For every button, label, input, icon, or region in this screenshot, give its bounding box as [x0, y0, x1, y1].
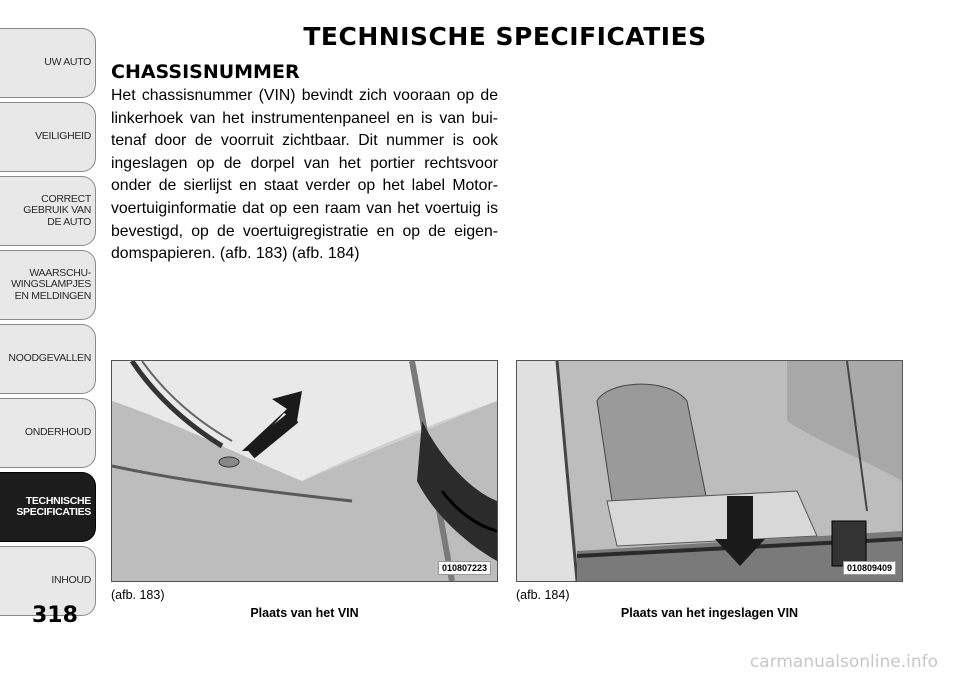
tab-label: ONDERHOUD — [24, 426, 91, 439]
tab-onderhoud[interactable] — [0, 398, 96, 468]
tab-noodgevallen[interactable] — [0, 324, 96, 394]
image-code: 010809409 — [843, 561, 896, 575]
figure-door-sill-vin — [516, 360, 903, 582]
tab-label: VEILIGHEID — [35, 130, 91, 143]
down-arrow-icon — [727, 496, 753, 541]
body-paragraph: Het chassisnummer (VIN) bevindt zich vooraan op de linkerhoek van het instrumentenpaneel en is van bui-tenaf door de voorruit zichtbaar. Dit nummer is ook ingeslagen op de dorpel van het portier rechtsvoor onder de sierlijst en staat verder op het label Motor-voertuiginformatie dat op een raam van het voertuig is bevestigd, op de voertuigregistratie en op de eigen-domspapieren. (afb. 183) (afb. 184) — [111, 87, 498, 263]
tab-label: TECHNISCHE SPECIFICATIES — [16, 494, 91, 518]
image-code: 010807223 — [438, 561, 491, 575]
tab-correct-gebruik[interactable] — [0, 176, 96, 246]
tab-label: NOODGEVALLEN — [8, 352, 91, 365]
page-title: TECHNISCHE SPECIFICATIES — [303, 22, 707, 51]
figure-caption: Plaats van het VIN — [250, 606, 359, 620]
tab-label: UW AUTO — [44, 56, 91, 69]
tab-label: INHOUD — [51, 574, 91, 587]
tab-label: CORRECT GEBRUIK VAN DE AUTO — [23, 192, 91, 228]
door-sill-illustration — [517, 361, 902, 581]
page-number: 318 — [32, 603, 78, 628]
windshield-illustration — [112, 361, 497, 581]
figure-caption: Plaats van het ingeslagen VIN — [620, 606, 799, 620]
figure-windshield-vin — [111, 360, 498, 582]
tab-waarschuwingslampjes[interactable] — [0, 250, 96, 320]
tab-technische-specificaties[interactable] — [0, 472, 96, 542]
figure-number: (afb. 183) — [111, 588, 165, 602]
tab-uw-auto[interactable] — [0, 28, 96, 98]
tab-veiligheid[interactable] — [0, 102, 96, 172]
tab-label: WAARSCHU- WINGSLAMPJES EN MELDINGEN — [11, 266, 91, 302]
figure-number: (afb. 184) — [516, 588, 570, 602]
section-title: CHASSISNUMMER — [111, 61, 300, 83]
watermark: carmanualsonline.info — [749, 652, 938, 672]
